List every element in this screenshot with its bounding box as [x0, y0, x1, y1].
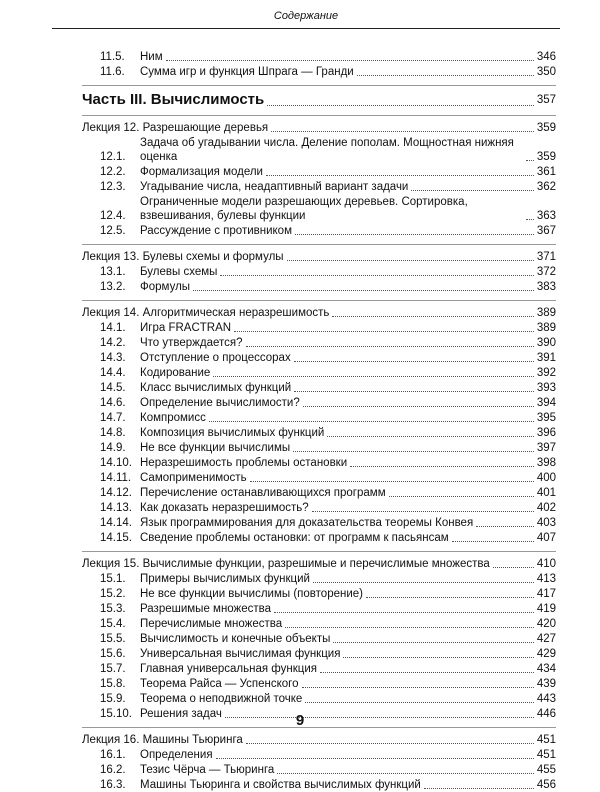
heading-title: Лекция 12. Разрешающие деревья [82, 122, 269, 134]
dot-leader [277, 773, 534, 774]
entry-title: Тезис Чёрча — Тьюринга [140, 764, 275, 776]
toc-entry[interactable] [100, 265, 556, 279]
entry-title: Сведение проблемы остановки: от программ к пасьянсам [140, 532, 449, 544]
page-number: 9 [295, 712, 305, 729]
entry-title: Самоприменимость [140, 472, 247, 484]
page-ref: 371 [536, 251, 556, 263]
page-ref: 346 [536, 51, 556, 63]
page-ref: 427 [536, 633, 556, 645]
page-ref: 451 [536, 734, 556, 746]
page-ref: 357 [536, 94, 556, 106]
dot-leader [476, 526, 534, 527]
entry-title: Определение вычислимости? [140, 397, 300, 409]
entry-title: Рассуждение с противником [140, 225, 292, 237]
toc-entry[interactable] [100, 516, 556, 530]
dot-leader [285, 627, 534, 628]
dot-leader [193, 290, 534, 291]
entry-number: 12.2. [100, 166, 126, 178]
entry-title: Универсальная вычислимая функция [140, 648, 341, 660]
entry-number: 14.8. [100, 427, 126, 439]
dot-leader [166, 60, 534, 61]
toc-entry[interactable] [100, 677, 556, 691]
dot-leader [350, 466, 534, 467]
entry-title: Ограниченные модели разрешающих деревьев. Сортировка, взвешивания, булевы функции [140, 196, 468, 222]
entry-number: 15.7. [100, 663, 126, 675]
toc-entry[interactable] [100, 336, 556, 350]
page-ref: 400 [536, 472, 556, 484]
section-divider [82, 300, 556, 301]
entry-number: 12.1. [100, 151, 126, 163]
entry-title: Определения [140, 749, 213, 761]
dot-leader [303, 406, 534, 407]
entry-number: 15.8. [100, 678, 126, 690]
dot-leader [424, 788, 534, 789]
toc-entry[interactable] [100, 321, 556, 335]
table-of-contents [82, 49, 556, 792]
page-ref: 390 [536, 337, 556, 349]
toc-entry[interactable] [100, 662, 556, 676]
entry-title: Кодирование [140, 367, 211, 379]
entry-title: Задача об угадывании числа. Деление пополам. Мощностная нижняя оценка [140, 137, 514, 163]
entry-title: Перечислимые множества [140, 618, 283, 630]
dot-leader [302, 687, 534, 688]
toc-entry[interactable] [100, 587, 556, 601]
page-ref: 389 [536, 307, 556, 319]
dot-leader [313, 582, 534, 583]
page-ref: 363 [536, 210, 556, 222]
dot-leader [293, 451, 534, 452]
toc-entry[interactable] [100, 366, 556, 380]
dot-leader [493, 567, 534, 568]
entry-title: Что утверждается? [140, 337, 243, 349]
entry-number: 15.10. [100, 708, 132, 720]
dot-leader [266, 175, 534, 176]
section-divider [82, 244, 556, 245]
entry-title: Разрешимые множества [140, 603, 272, 615]
heading-title: Лекция 16. Машины Тьюринга [82, 734, 243, 746]
entry-number: 15.1. [100, 573, 126, 585]
entry-number: 14.10. [100, 457, 132, 469]
lecture-heading[interactable] [82, 733, 556, 747]
toc-entry[interactable] [100, 456, 556, 470]
entry-number: 15.9. [100, 693, 126, 705]
page-ref: 443 [536, 693, 556, 705]
dot-leader [216, 758, 534, 759]
section-divider [82, 115, 556, 116]
heading-title: Часть III. Вычислимость [82, 91, 265, 108]
toc-entry[interactable] [100, 647, 556, 661]
page-ref: 407 [536, 532, 556, 544]
toc-entry[interactable] [100, 351, 556, 365]
toc-entry[interactable] [100, 748, 556, 762]
toc-entry[interactable] [100, 165, 556, 179]
dot-leader [389, 496, 534, 497]
dot-leader [366, 597, 534, 598]
entry-title: Главная универсальная функция [140, 663, 317, 675]
entry-title: Формулы [140, 281, 191, 293]
section-divider [82, 85, 556, 86]
toc-entry[interactable] [100, 65, 556, 79]
entry-title: Игра FRACTRAN [140, 322, 232, 334]
entry-number: 14.2. [100, 337, 126, 349]
entry-number: 16.2. [100, 764, 126, 776]
entry-title: Отступление о процессорах [140, 352, 291, 364]
entry-number: 15.6. [100, 648, 126, 660]
entry-number: 14.13. [100, 502, 132, 514]
dot-leader [332, 316, 533, 317]
heading-title: Лекция 14. Алгоритмическая неразрешимость [82, 307, 330, 319]
entry-number: 12.5. [100, 225, 126, 237]
entry-number: 14.4. [100, 367, 126, 379]
page-ref: 359 [536, 122, 556, 134]
toc-entry[interactable] [100, 778, 556, 792]
page-ref: 420 [536, 618, 556, 630]
toc-entry[interactable] [100, 572, 556, 586]
heading-title: Лекция 13. Булевы схемы и формулы [82, 251, 284, 263]
toc-entry[interactable] [100, 426, 556, 440]
page-ref: 429 [536, 648, 556, 660]
entry-number: 14.11. [100, 472, 132, 484]
entry-number: 14.14. [100, 517, 132, 529]
part-heading[interactable] [82, 91, 556, 109]
page-ref: 410 [536, 558, 556, 570]
entry-title: Угадывание числа, неадаптивный вариант задачи [140, 181, 409, 193]
dot-leader [343, 657, 533, 658]
page-ref: 393 [536, 382, 556, 394]
page-ref: 395 [536, 412, 556, 424]
entry-number: 14.5. [100, 382, 126, 394]
section-divider [82, 551, 556, 552]
entry-title: Булевы схемы [140, 266, 218, 278]
page-ref: 446 [536, 708, 556, 720]
entry-number: 14.7. [100, 412, 126, 424]
page-ref: 394 [536, 397, 556, 409]
page-ref: 372 [536, 266, 556, 278]
dot-leader [271, 131, 534, 132]
entry-title: Машины Тьюринга и свойства вычислимых функций [140, 779, 421, 791]
entry-number: 14.15. [100, 532, 132, 544]
page-ref: 396 [536, 427, 556, 439]
page-ref: 362 [536, 181, 556, 193]
entry-title: Как доказать неразрешимость? [140, 502, 309, 514]
page-ref: 383 [536, 281, 556, 293]
page-ref: 361 [536, 166, 556, 178]
entry-title: Ним [140, 51, 163, 63]
dot-leader [246, 743, 534, 744]
toc-entry[interactable] [100, 180, 556, 194]
page-ref: 434 [536, 663, 556, 675]
entry-title: Теорема Райса — Успенского [140, 678, 299, 690]
page-ref: 455 [536, 764, 556, 776]
dot-leader [274, 612, 534, 613]
page-ref: 391 [536, 352, 556, 364]
entry-number: 15.2. [100, 588, 126, 600]
entry-title: Не все функции вычислимы (повторение) [140, 588, 363, 600]
toc-entry[interactable] [100, 441, 556, 455]
page-ref: 350 [536, 66, 556, 78]
entry-title: Класс вычислимых функций [140, 382, 292, 394]
dot-leader [246, 346, 534, 347]
entry-number: 14.12. [100, 487, 132, 499]
page-ref: 456 [536, 779, 556, 791]
dot-leader [294, 391, 534, 392]
dot-leader [250, 481, 534, 482]
entry-number: 14.1. [100, 322, 126, 334]
dot-leader [294, 361, 534, 362]
entry-title: Перечисление останавливающихся программ [140, 487, 386, 499]
dot-leader [295, 234, 534, 235]
toc-entry[interactable] [100, 632, 556, 646]
dot-leader [312, 511, 534, 512]
page-ref: 403 [536, 517, 556, 529]
dot-leader [357, 75, 534, 76]
dot-leader [267, 105, 534, 106]
entry-title: Формализация модели [140, 166, 263, 178]
entry-number: 14.9. [100, 442, 126, 454]
page-ref: 367 [536, 225, 556, 237]
entry-number: 12.3. [100, 181, 126, 193]
lecture-heading[interactable] [82, 121, 556, 135]
lecture-heading[interactable] [82, 557, 556, 571]
page-ref: 359 [536, 151, 556, 163]
entry-number: 16.1. [100, 749, 126, 761]
heading-title: Лекция 15. Вычислимые функции, разрешимые и перечислимые множества [82, 558, 490, 570]
toc-entry[interactable] [100, 617, 556, 631]
entry-number: 16.3. [100, 779, 126, 791]
toc-entry[interactable] [100, 692, 556, 706]
toc-entry[interactable] [100, 763, 556, 777]
entry-title: Неразрешимость проблемы остановки [140, 457, 348, 469]
dot-leader [411, 190, 533, 191]
dot-leader [320, 672, 534, 673]
dot-leader [327, 436, 533, 437]
toc-entry[interactable] [100, 396, 556, 410]
toc-entry[interactable] [100, 531, 556, 545]
dot-leader [234, 331, 534, 332]
entry-number: 14.6. [100, 397, 126, 409]
entry-number: 13.2. [100, 281, 126, 293]
toc-entry[interactable] [100, 411, 556, 425]
lecture-heading[interactable] [82, 250, 556, 264]
dot-leader [333, 642, 533, 643]
dot-leader [526, 219, 534, 220]
entry-title: Решения задач [140, 708, 222, 720]
entry-number: 11.6. [100, 66, 125, 78]
entry-title: Композиция вычислимых функций [140, 427, 325, 439]
page-ref: 417 [536, 588, 556, 600]
entry-title: Компромисс [140, 412, 206, 424]
page-ref: 389 [536, 322, 556, 334]
dot-leader [213, 376, 533, 377]
page-ref: 419 [536, 603, 556, 615]
entry-title: Примеры вычислимых функций [140, 573, 310, 585]
toc-entry[interactable] [100, 471, 556, 485]
entry-number: 15.4. [100, 618, 126, 630]
entry-title: Вычислимость и конечные объекты [140, 633, 331, 645]
page-ref: 451 [536, 749, 556, 761]
toc-entry[interactable] [100, 224, 556, 238]
dot-leader [287, 260, 534, 261]
page-ref: 402 [536, 502, 556, 514]
entry-number: 15.5. [100, 633, 126, 645]
header-title: Содержание [273, 10, 339, 22]
entry-number: 11.5. [100, 51, 125, 63]
page-ref: 397 [536, 442, 556, 454]
entry-title: Теорема о неподвижной точке [140, 693, 303, 705]
dot-leader [220, 275, 533, 276]
page-ref: 439 [536, 678, 556, 690]
toc-entry[interactable] [100, 136, 556, 164]
toc-entry[interactable] [100, 381, 556, 395]
entry-number: 15.3. [100, 603, 126, 615]
page-ref: 398 [536, 457, 556, 469]
toc-entry[interactable] [100, 486, 556, 500]
dot-leader [305, 702, 534, 703]
toc-entry[interactable] [100, 602, 556, 616]
page-ref: 392 [536, 367, 556, 379]
entry-title: Не все функции вычислимы [140, 442, 291, 454]
entry-number: 12.4. [100, 210, 126, 222]
dot-leader [452, 541, 534, 542]
toc-entry[interactable] [100, 50, 556, 64]
page-ref: 401 [536, 487, 556, 499]
dot-leader [526, 160, 534, 161]
entry-title: Язык программирования для доказательства теоремы Конвея [140, 517, 474, 529]
running-header [52, 0, 560, 29]
dot-leader [209, 421, 534, 422]
lecture-heading[interactable] [82, 306, 556, 320]
toc-entry[interactable] [100, 280, 556, 294]
entry-number: 13.1. [100, 266, 126, 278]
entry-number: 14.3. [100, 352, 126, 364]
page-ref: 413 [536, 573, 556, 585]
entry-title: Сумма игр и функция Шпрага — Гранди [140, 66, 354, 78]
toc-entry[interactable] [100, 195, 556, 223]
toc-entry[interactable] [100, 501, 556, 515]
